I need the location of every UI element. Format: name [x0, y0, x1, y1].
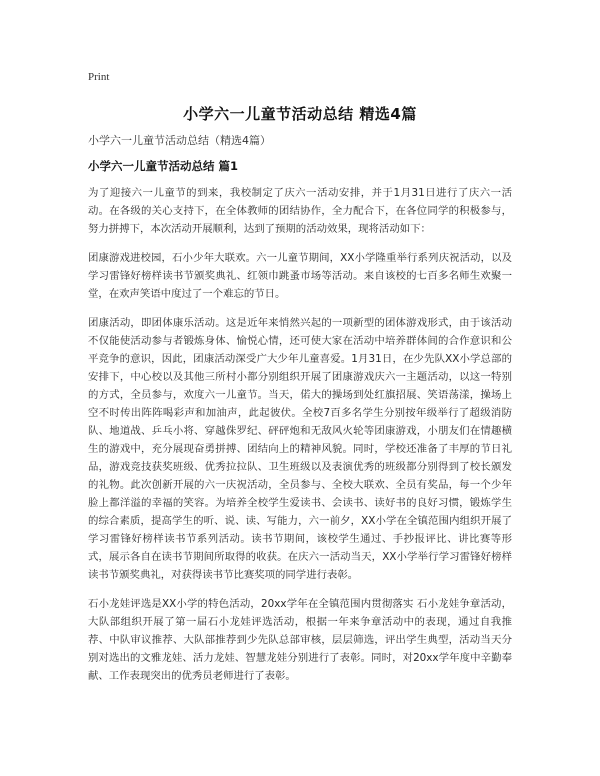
- print-label: Print: [88, 71, 110, 83]
- document-subtitle: 小学六一儿童节活动总结（精选4篇）: [88, 134, 271, 147]
- paragraph-dragon-selection: 石小龙娃评选是XX小学的特色活动，20xx学年在全镇范围内贯彻落实 石小龙娃争章活动，大队部组织开展了第一届石小龙娃评选活动，根据一年来争章活动中的表现，通过自我推荐、中队审议推荐、大队部推荐到少先队总部审核，层层筛选，评出学生典型，活动当天分别对选出的文雅龙娃、活力龙娃、智慧龙娃分别进行了表彰。同时，对20xx学年度中辛勤奉献、工作表现突出的优秀员老师进行了表彰。: [88, 598, 512, 682]
- paragraph-team-games: 团康游戏进校园，石小少年大联欢。六一儿童节期间，XX小学隆重举行系列庆祝活动，以及学习雷锋好榜样读书节颁奖典礼、红领巾跳蚤市场等活动。来自该校的七百多名师生欢聚一堂，在欢声笑语中度过了一个难忘的节日。: [88, 252, 512, 300]
- section-heading: 小学六一儿童节活动总结 篇1: [88, 159, 239, 173]
- paragraph-intro: 为了迎接六一儿童节的到来，我校制定了庆六一活动安排，并于1月31日进行了庆六一活动。在各级的关心支持下，在全体教师的团结协作，全力配合下，在各位同学的积极参与，努力拼搏下，本次活动开展顺利，达到了预期的活动效果，现将活动如下：: [88, 187, 512, 235]
- document-title: 小学六一儿童节活动总结 精选4篇: [183, 105, 417, 123]
- document-body: [88, 184, 512, 696]
- paragraph-team-activities: 团康活动，即团体康乐活动。这是近年来悄然兴起的一项新型的团体游戏形式，由于该活动不仅能使活动参与者锻炼身体、愉悦心情，还可使大家在活动中培养群体间的合作意识和公平竞争的意识，因此，团康活动深受广大少年儿童喜爱。1月31日，在少先队XX小学总部的安排下，中心校以及其他三所村小都分别组织开展了团康游戏庆六一主题活动，以这一特别的方式，全员参与，欢度六一儿童节。当天，偌大的操场到处红旗招展、笑语荡漾，操场上空不时传出阵阵喝彩声和加油声，此起彼伏。全校7百多名学生分别按年级举行了超级消防队、地道战、乒乓小将、穿越侏罗纪、砰砰炮和无敌风火轮等团康游戏，小朋友们在情趣横生的游戏中，充分展现奋勇拼搏、团结向上的精神风貌。同时，学校还准备了丰厚的节日礼品，游戏竞技获奖班级、优秀拉拉队、卫生班级以及表演优秀的班级都分别得到了校长颁发的礼物。此次创新开展的六一庆祝活动，全员参与、全校大联欢、全员有奖品，每一个少年脸上都洋溢的幸福的笑容。为培养全校学生爱读书、会读书、读好书的良好习惯，锻炼学生的综合素质，提高学生的听、说、读、写能力，六一前夕，XX小学在全镇范围内组织开展了学习雷锋好榜样读书节系列活动。读书节期间，该校学生通过、手抄报评比、讲比赛等形式，展示各自在读书节期间所取得的收获。在庆六一活动当天，XX小学举行学习雷锋好榜样读书节颁奖典礼，对获得读书节比赛奖项的同学进行表彰。: [88, 317, 512, 581]
